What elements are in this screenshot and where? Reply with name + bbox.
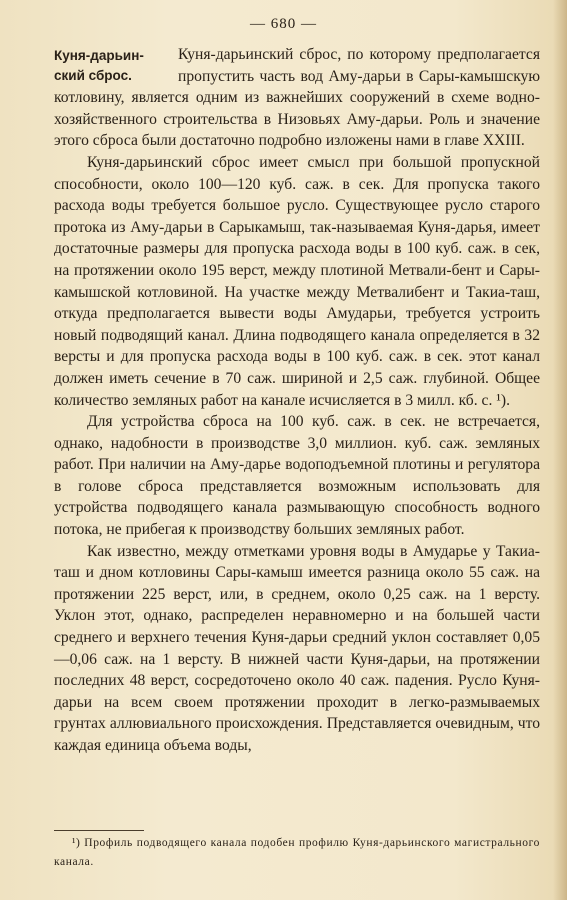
footnote-rule <box>54 830 144 831</box>
paragraph-1: Куня-дарьинский сброс, по которому предполагается пропустить часть вод Аму-дарьи в Сары-камышскую котловину, является одним из важнейших сооружений в схеме водно-хозяйственного строительства в Низовьях Аму-дарьи. Роль и значение этого сброса были достаточно подробно изложены нами в главе XXIII. <box>54 46 540 150</box>
page-number: — 680 — <box>250 16 317 32</box>
main-text <box>54 44 540 757</box>
page-edge-shadow <box>553 0 567 900</box>
paragraph-3: Для устройства сброса на 100 куб. саж. в сек. не встречается, однако, надобности в производстве 3,0 миллион. куб. саж. земляных работ. При наличии на Аму-дарье водоподъемной плотины и регулятора в голове сброса представляется возможным использовать для устройства подводящего канала размывающую способность водного потока, не прибегая к производству больших земляных работ. <box>54 413 540 539</box>
margin-heading <box>54 46 170 86</box>
margin-heading-line-1: Куня-дарьин- <box>54 48 144 63</box>
paragraph-2: Куня-дарьинский сброс имеет смысл при большой пропускной способности, около 100—120 куб. саж. в сек. Для пропуска такого расхода воды требуется большое русло. Существующее русло старого протока из Аму-дарьи в Сарыкамыш, так-называемая Куня-дарья, имеет достаточные размеры для пропуска расхода воды в 100 куб. саж. в сек, на протяжении около 195 верст, между плотиной Метвали-бент и Сары-камышской котловиной. На участке между Метвалибент и Такиа-таш, откуда предполагается вывести воды Амударьи, требуется устроить новый подводящий канал. Длина подводящего канала определяется в 32 версты и для пропуска расхода воды в 100 куб. саж. в сек. этот канал должен иметь сечение в 70 саж. шириной и 2,5 саж. глубиной. Общее количество земляных работ на канале исчисляется в 3 милл. кб. с. ¹). <box>54 153 540 409</box>
paragraph-4: Как известно, между отметками уровня воды в Амударье у Такиа-таш и дном котловины Сары-камыш имеется разница около 55 саж. на протяжении 225 верст, или, в среднем, около 0,25 саж. на 1 версту. Уклон этот, однако, распределен неравномерно и на большей части среднего и верхнего течения Куня-дарьи средний уклон составляет 0,05—0,06 саж. на 1 версту. В нижней части Куня-дарьи, на протяжении последних 48 верст, сосредоточено около 40 саж. падения. Русло Куня-дарьи на всем своем протяжении проходит в легко-размываемых грунтах аллювиального происхождения. Представляется очевидным, что каждая единица объема воды, <box>54 542 540 754</box>
footnote-text: ¹) Профиль подводящего канала подобен профилю Куня-дарьинского магистрального канала. <box>54 837 540 868</box>
margin-heading-line-2: ский сброс. <box>54 68 132 83</box>
footnote <box>54 834 540 872</box>
